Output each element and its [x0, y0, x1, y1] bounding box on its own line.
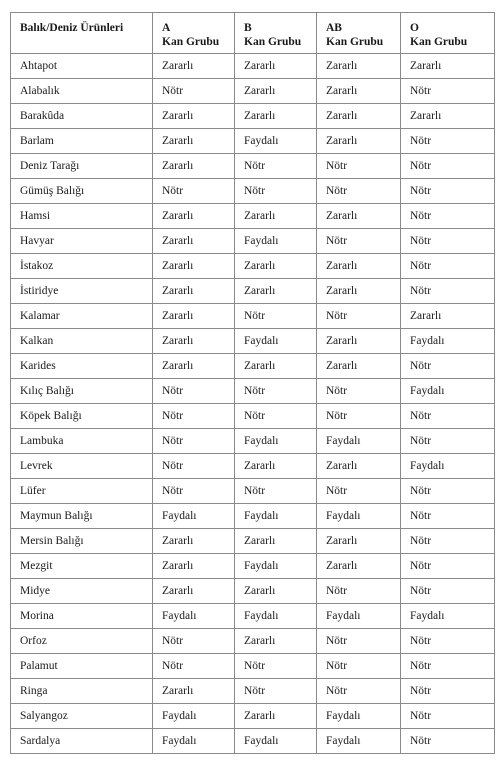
seafood-name-cell: Palamut: [11, 654, 153, 679]
header-blood-type-o: [401, 13, 495, 54]
seafood-name-cell: Morina: [11, 604, 153, 629]
blood-type-b-cell: Zararlı: [235, 79, 317, 104]
blood-type-b-cell: Nötr: [235, 379, 317, 404]
blood-type-o-cell: Nötr: [401, 479, 495, 504]
blood-type-o-cell: Nötr: [401, 204, 495, 229]
blood-type-a-cell: Zararlı: [153, 679, 235, 704]
table-row: [11, 204, 495, 229]
blood-type-ab-cell: Zararlı: [317, 529, 401, 554]
blood-type-ab-cell: Zararlı: [317, 279, 401, 304]
blood-type-b-cell: Faydalı: [235, 554, 317, 579]
table-row: [11, 54, 495, 79]
blood-type-a-cell: Zararlı: [153, 154, 235, 179]
blood-type-b-cell: Nötr: [235, 179, 317, 204]
blood-type-o-cell: Nötr: [401, 629, 495, 654]
table-body: [11, 54, 495, 754]
blood-type-ab-cell: Zararlı: [317, 329, 401, 354]
seafood-name-cell: Gümüş Balığı: [11, 179, 153, 204]
blood-type-fish-table: [10, 12, 495, 754]
header-blood-type-a: [153, 13, 235, 54]
blood-type-a-cell: Faydalı: [153, 604, 235, 629]
seafood-name-cell: Karides: [11, 354, 153, 379]
blood-type-o-cell: Nötr: [401, 654, 495, 679]
header-type-suffix: Kan Grubu: [162, 36, 220, 48]
table-row: [11, 429, 495, 454]
blood-type-a-cell: Zararlı: [153, 104, 235, 129]
blood-type-a-cell: Nötr: [153, 454, 235, 479]
table-row: [11, 354, 495, 379]
blood-type-o-cell: Nötr: [401, 354, 495, 379]
table-row: [11, 529, 495, 554]
blood-type-ab-cell: Zararlı: [317, 454, 401, 479]
seafood-name-cell: Mersin Balığı: [11, 529, 153, 554]
blood-type-ab-cell: Nötr: [317, 229, 401, 254]
blood-type-a-cell: Nötr: [153, 379, 235, 404]
seafood-name-cell: Levrek: [11, 454, 153, 479]
blood-type-b-cell: Zararlı: [235, 354, 317, 379]
blood-type-ab-cell: Zararlı: [317, 354, 401, 379]
blood-type-b-cell: Faydalı: [235, 729, 317, 754]
blood-type-b-cell: Nötr: [235, 304, 317, 329]
blood-type-b-cell: Zararlı: [235, 529, 317, 554]
blood-type-ab-cell: Nötr: [317, 479, 401, 504]
header-type-suffix: Kan Grubu: [326, 36, 384, 48]
blood-type-ab-cell: Zararlı: [317, 129, 401, 154]
header-type-suffix: Kan Grubu: [244, 36, 302, 48]
blood-type-b-cell: Zararlı: [235, 254, 317, 279]
seafood-name-cell: Kalamar: [11, 304, 153, 329]
table-row: [11, 254, 495, 279]
blood-type-a-cell: Nötr: [153, 404, 235, 429]
blood-type-ab-cell: Zararlı: [317, 54, 401, 79]
blood-type-o-cell: Zararlı: [401, 304, 495, 329]
table-row: [11, 729, 495, 754]
blood-type-ab-cell: Nötr: [317, 154, 401, 179]
table-row: [11, 454, 495, 479]
seafood-name-cell: Kılıç Balığı: [11, 379, 153, 404]
seafood-name-cell: Sardalya: [11, 729, 153, 754]
table-row: [11, 154, 495, 179]
blood-type-ab-cell: Nötr: [317, 404, 401, 429]
seafood-name-cell: Ahtapot: [11, 54, 153, 79]
blood-type-b-cell: Zararlı: [235, 54, 317, 79]
header-seafood: [11, 13, 153, 54]
table-row: [11, 554, 495, 579]
header-type-letter: A: [162, 22, 171, 34]
table-row: [11, 329, 495, 354]
blood-type-ab-cell: Nötr: [317, 654, 401, 679]
blood-type-o-cell: Nötr: [401, 554, 495, 579]
header-type-letter: AB: [326, 22, 342, 34]
blood-type-ab-cell: Faydalı: [317, 429, 401, 454]
blood-type-o-cell: Nötr: [401, 679, 495, 704]
blood-type-o-cell: Faydalı: [401, 454, 495, 479]
blood-type-b-cell: Nötr: [235, 679, 317, 704]
blood-type-ab-cell: Faydalı: [317, 729, 401, 754]
table-row: [11, 704, 495, 729]
header-blood-type-b: [235, 13, 317, 54]
blood-type-a-cell: Zararlı: [153, 304, 235, 329]
header-row: [11, 13, 495, 54]
table-row: [11, 129, 495, 154]
blood-type-a-cell: Zararlı: [153, 204, 235, 229]
blood-type-ab-cell: Nötr: [317, 579, 401, 604]
header-blood-type-ab: [317, 13, 401, 54]
table-row: [11, 679, 495, 704]
blood-type-ab-cell: Zararlı: [317, 104, 401, 129]
blood-type-b-cell: Nötr: [235, 654, 317, 679]
blood-type-ab-cell: Faydalı: [317, 604, 401, 629]
blood-type-a-cell: Nötr: [153, 629, 235, 654]
blood-type-o-cell: Nötr: [401, 79, 495, 104]
blood-type-a-cell: Nötr: [153, 479, 235, 504]
blood-type-ab-cell: Zararlı: [317, 79, 401, 104]
blood-type-b-cell: Zararlı: [235, 279, 317, 304]
seafood-name-cell: Alabalık: [11, 79, 153, 104]
seafood-name-cell: Havyar: [11, 229, 153, 254]
blood-type-a-cell: Faydalı: [153, 704, 235, 729]
table-header: [11, 13, 495, 54]
blood-type-ab-cell: Nötr: [317, 304, 401, 329]
blood-type-a-cell: Nötr: [153, 654, 235, 679]
blood-type-ab-cell: Nötr: [317, 379, 401, 404]
header-type-suffix: Kan Grubu: [410, 36, 468, 48]
blood-type-o-cell: Nötr: [401, 704, 495, 729]
blood-type-b-cell: Faydalı: [235, 129, 317, 154]
seafood-name-cell: Orfoz: [11, 629, 153, 654]
blood-type-ab-cell: Nötr: [317, 679, 401, 704]
blood-type-a-cell: Nötr: [153, 179, 235, 204]
table-row: [11, 379, 495, 404]
blood-type-a-cell: Zararlı: [153, 354, 235, 379]
blood-type-o-cell: Zararlı: [401, 104, 495, 129]
table-row: [11, 629, 495, 654]
blood-type-o-cell: Nötr: [401, 504, 495, 529]
blood-type-o-cell: Nötr: [401, 729, 495, 754]
seafood-name-cell: Köpek Balığı: [11, 404, 153, 429]
seafood-name-cell: İstiridye: [11, 279, 153, 304]
blood-type-ab-cell: Nötr: [317, 179, 401, 204]
blood-type-b-cell: Nötr: [235, 479, 317, 504]
blood-type-ab-cell: Faydalı: [317, 504, 401, 529]
blood-type-a-cell: Zararlı: [153, 329, 235, 354]
blood-type-o-cell: Nötr: [401, 179, 495, 204]
blood-type-b-cell: Zararlı: [235, 104, 317, 129]
seafood-name-cell: Barlam: [11, 129, 153, 154]
blood-type-b-cell: Zararlı: [235, 454, 317, 479]
blood-type-ab-cell: Zararlı: [317, 554, 401, 579]
table-row: [11, 179, 495, 204]
blood-type-a-cell: Zararlı: [153, 54, 235, 79]
blood-type-o-cell: Nötr: [401, 279, 495, 304]
blood-type-a-cell: Zararlı: [153, 254, 235, 279]
blood-type-a-cell: Zararlı: [153, 229, 235, 254]
blood-type-a-cell: Zararlı: [153, 579, 235, 604]
blood-type-a-cell: Nötr: [153, 429, 235, 454]
table-row: [11, 654, 495, 679]
blood-type-o-cell: Zararlı: [401, 54, 495, 79]
blood-type-b-cell: Nötr: [235, 154, 317, 179]
blood-type-o-cell: Faydalı: [401, 604, 495, 629]
blood-type-a-cell: Nötr: [153, 79, 235, 104]
blood-type-b-cell: Nötr: [235, 404, 317, 429]
seafood-name-cell: Maymun Balığı: [11, 504, 153, 529]
table-row: [11, 279, 495, 304]
blood-type-o-cell: Nötr: [401, 579, 495, 604]
seafood-name-cell: Mezgit: [11, 554, 153, 579]
blood-type-ab-cell: Nötr: [317, 629, 401, 654]
header-type-letter: B: [244, 22, 252, 34]
table-row: [11, 104, 495, 129]
blood-type-o-cell: Nötr: [401, 404, 495, 429]
blood-type-a-cell: Zararlı: [153, 129, 235, 154]
seafood-name-cell: Hamsi: [11, 204, 153, 229]
table-row: [11, 229, 495, 254]
table-row: [11, 604, 495, 629]
table-row: [11, 479, 495, 504]
blood-type-o-cell: Nötr: [401, 129, 495, 154]
blood-type-b-cell: Faydalı: [235, 329, 317, 354]
seafood-name-cell: Lüfer: [11, 479, 153, 504]
seafood-name-cell: Kalkan: [11, 329, 153, 354]
blood-type-a-cell: Zararlı: [153, 554, 235, 579]
blood-type-b-cell: Zararlı: [235, 204, 317, 229]
blood-type-b-cell: Zararlı: [235, 629, 317, 654]
blood-type-b-cell: Faydalı: [235, 429, 317, 454]
table-row: [11, 304, 495, 329]
blood-type-o-cell: Nötr: [401, 154, 495, 179]
seafood-name-cell: Barakûda: [11, 104, 153, 129]
seafood-name-cell: Salyangoz: [11, 704, 153, 729]
table-row: [11, 579, 495, 604]
header-type-letter: O: [410, 22, 419, 34]
blood-type-b-cell: Faydalı: [235, 229, 317, 254]
blood-type-o-cell: Nötr: [401, 229, 495, 254]
blood-type-a-cell: Zararlı: [153, 529, 235, 554]
blood-type-o-cell: Faydalı: [401, 379, 495, 404]
blood-type-b-cell: Zararlı: [235, 704, 317, 729]
blood-type-a-cell: Faydalı: [153, 504, 235, 529]
table-row: [11, 404, 495, 429]
blood-type-ab-cell: Faydalı: [317, 704, 401, 729]
seafood-name-cell: Deniz Tarağı: [11, 154, 153, 179]
header-seafood-label: Balık/Deniz Ürünleri: [20, 22, 124, 34]
blood-type-a-cell: Faydalı: [153, 729, 235, 754]
blood-type-b-cell: Zararlı: [235, 579, 317, 604]
table-row: [11, 504, 495, 529]
blood-type-b-cell: Faydalı: [235, 604, 317, 629]
blood-type-a-cell: Zararlı: [153, 279, 235, 304]
blood-type-o-cell: Nötr: [401, 254, 495, 279]
blood-type-o-cell: Nötr: [401, 529, 495, 554]
blood-type-o-cell: Faydalı: [401, 329, 495, 354]
blood-type-ab-cell: Zararlı: [317, 254, 401, 279]
table-row: [11, 79, 495, 104]
blood-type-o-cell: Nötr: [401, 429, 495, 454]
blood-type-ab-cell: Zararlı: [317, 204, 401, 229]
seafood-name-cell: Midye: [11, 579, 153, 604]
seafood-name-cell: Ringa: [11, 679, 153, 704]
seafood-name-cell: İstakoz: [11, 254, 153, 279]
seafood-name-cell: Lambuka: [11, 429, 153, 454]
blood-type-b-cell: Faydalı: [235, 504, 317, 529]
